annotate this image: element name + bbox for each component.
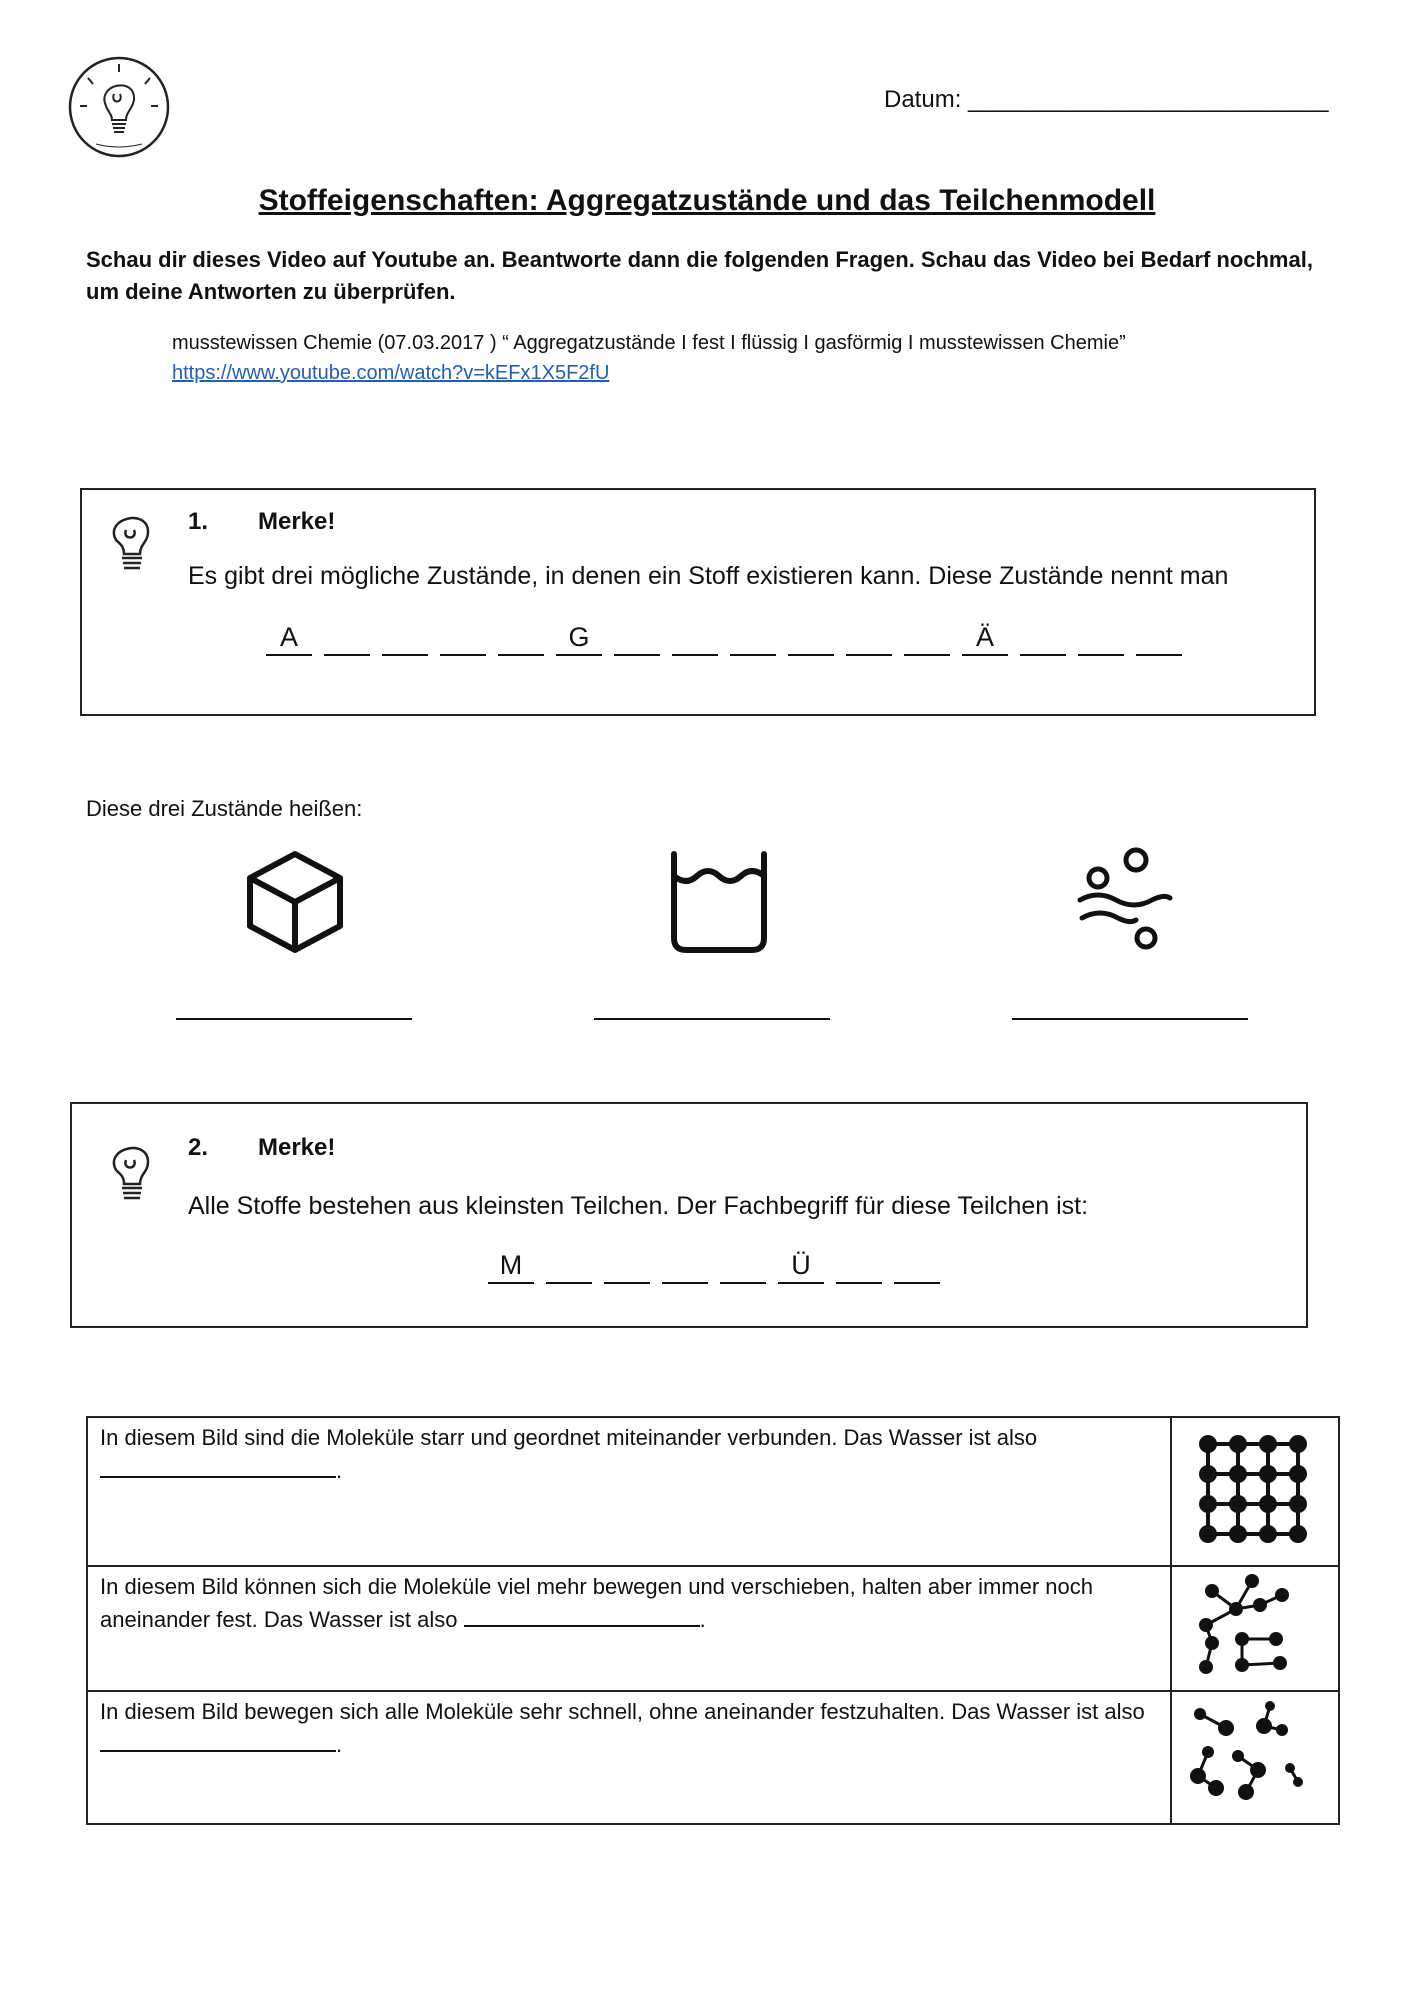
states-label: Diese drei Zustände heißen: [86,796,363,821]
letter-blank[interactable]: Ä [962,620,1008,656]
date-field [884,86,1328,114]
box1-heading: Merke! [258,508,336,535]
row-text-after: . [699,1607,706,1632]
letter-blank[interactable] [672,620,718,656]
gas-icon [1074,846,1184,956]
date-label: Datum: [884,86,962,113]
box1-text: Es gibt drei mögliche Zustände, in denen ein Stoff existieren kann. Diese Zustände nennt man [188,562,1229,590]
row-text-after: . [336,1458,343,1483]
logo [66,54,172,160]
gas-particles-icon [1172,1692,1338,1814]
row-text-after: . [336,1732,343,1757]
box2-text: Alle Stoffe bestehen aus kleinsten Teilchen. Der Fachbegriff für diese Teilchen ist: [188,1192,1089,1220]
box1-number: 1. [188,508,209,535]
letter-blank[interactable] [836,1248,882,1284]
row-text-before: In diesem Bild bewegen sich alle Moleküle sehr schnell, ohne aneinander festzuhalten. Das Wasser ist also [100,1699,1145,1724]
letter-blank[interactable] [662,1248,708,1284]
letter-blank[interactable] [1020,620,1066,656]
liquid-particles-icon [1172,1567,1338,1681]
letter-blank[interactable] [846,620,892,656]
video-link[interactable]: https://www.youtube.com/watch?v=kEFx1X5F2fU [172,362,610,384]
table-row [87,1691,1339,1824]
letter-blank[interactable]: G [556,620,602,656]
box2-blanks [488,1248,940,1284]
row-text [87,1566,1171,1691]
table-row [87,1417,1339,1566]
row-image-cell [1171,1691,1339,1824]
date-blank[interactable]: ___________________________ [968,86,1329,113]
box2-number: 2. [188,1134,209,1161]
letter-blank[interactable] [546,1248,592,1284]
letter-blank[interactable] [1136,620,1182,656]
letter-blank[interactable] [498,620,544,656]
letter-blank[interactable] [788,620,834,656]
letter-blank[interactable] [730,620,776,656]
citation: musstewissen Chemie (07.03.2017 ) “ Aggregatzustände I fest I flüssig I gasförmig I musstewissen Chemie” [172,332,1126,354]
answer-blank[interactable] [464,1603,700,1627]
lightbulb-icon [102,508,164,578]
letter-blank[interactable]: Ü [778,1248,824,1284]
row-text [87,1417,1171,1566]
page-title: Stoffeigenschaften: Aggregatzustände und das Teilchenmodell [258,184,1156,217]
row-image-cell [1171,1417,1339,1566]
intro-text: Schau dir dieses Video auf Youtube an. Beantworte dann die folgenden Fragen. Schau das Video bei Bedarf nochmal, um deine Antworten zu überprüfen. [86,247,1313,304]
answer-blank[interactable] [100,1728,336,1752]
letter-blank[interactable] [604,1248,650,1284]
letter-blank[interactable]: A [266,620,312,656]
letter-blank[interactable] [324,620,370,656]
letter-blank[interactable] [1078,620,1124,656]
letter-blank[interactable] [614,620,660,656]
liquid-answer-line[interactable] [594,1018,830,1020]
gas-answer-line[interactable] [1012,1018,1248,1020]
letter-blank[interactable] [720,1248,766,1284]
solid-particles-icon [1172,1418,1338,1556]
merke-box-2 [70,1102,1308,1328]
box1-blanks [266,620,1182,656]
cube-icon [240,846,350,956]
answer-blank[interactable] [100,1454,336,1478]
solid-answer-line[interactable] [176,1018,412,1020]
video-reference [172,328,1126,388]
merke-box-1 [80,488,1316,716]
letter-blank[interactable] [440,620,486,656]
letter-blank[interactable] [894,1248,940,1284]
table-row [87,1566,1339,1691]
row-text [87,1691,1171,1824]
box2-heading: Merke! [258,1134,336,1161]
letter-blank[interactable] [382,620,428,656]
letter-blank[interactable]: M [488,1248,534,1284]
row-text-before: In diesem Bild sind die Moleküle starr und geordnet miteinander verbunden. Das Wasser ist also [100,1425,1038,1450]
row-text-before: In diesem Bild können sich die Moleküle viel mehr bewegen und verschieben, halten aber immer noch aneinander fest. Das Wasser ist also [100,1574,1093,1632]
beaker-icon [664,846,774,956]
letter-blank[interactable] [904,620,950,656]
row-image-cell [1171,1566,1339,1691]
lightbulb-icon [102,1138,164,1208]
particle-model-table [86,1416,1340,1825]
